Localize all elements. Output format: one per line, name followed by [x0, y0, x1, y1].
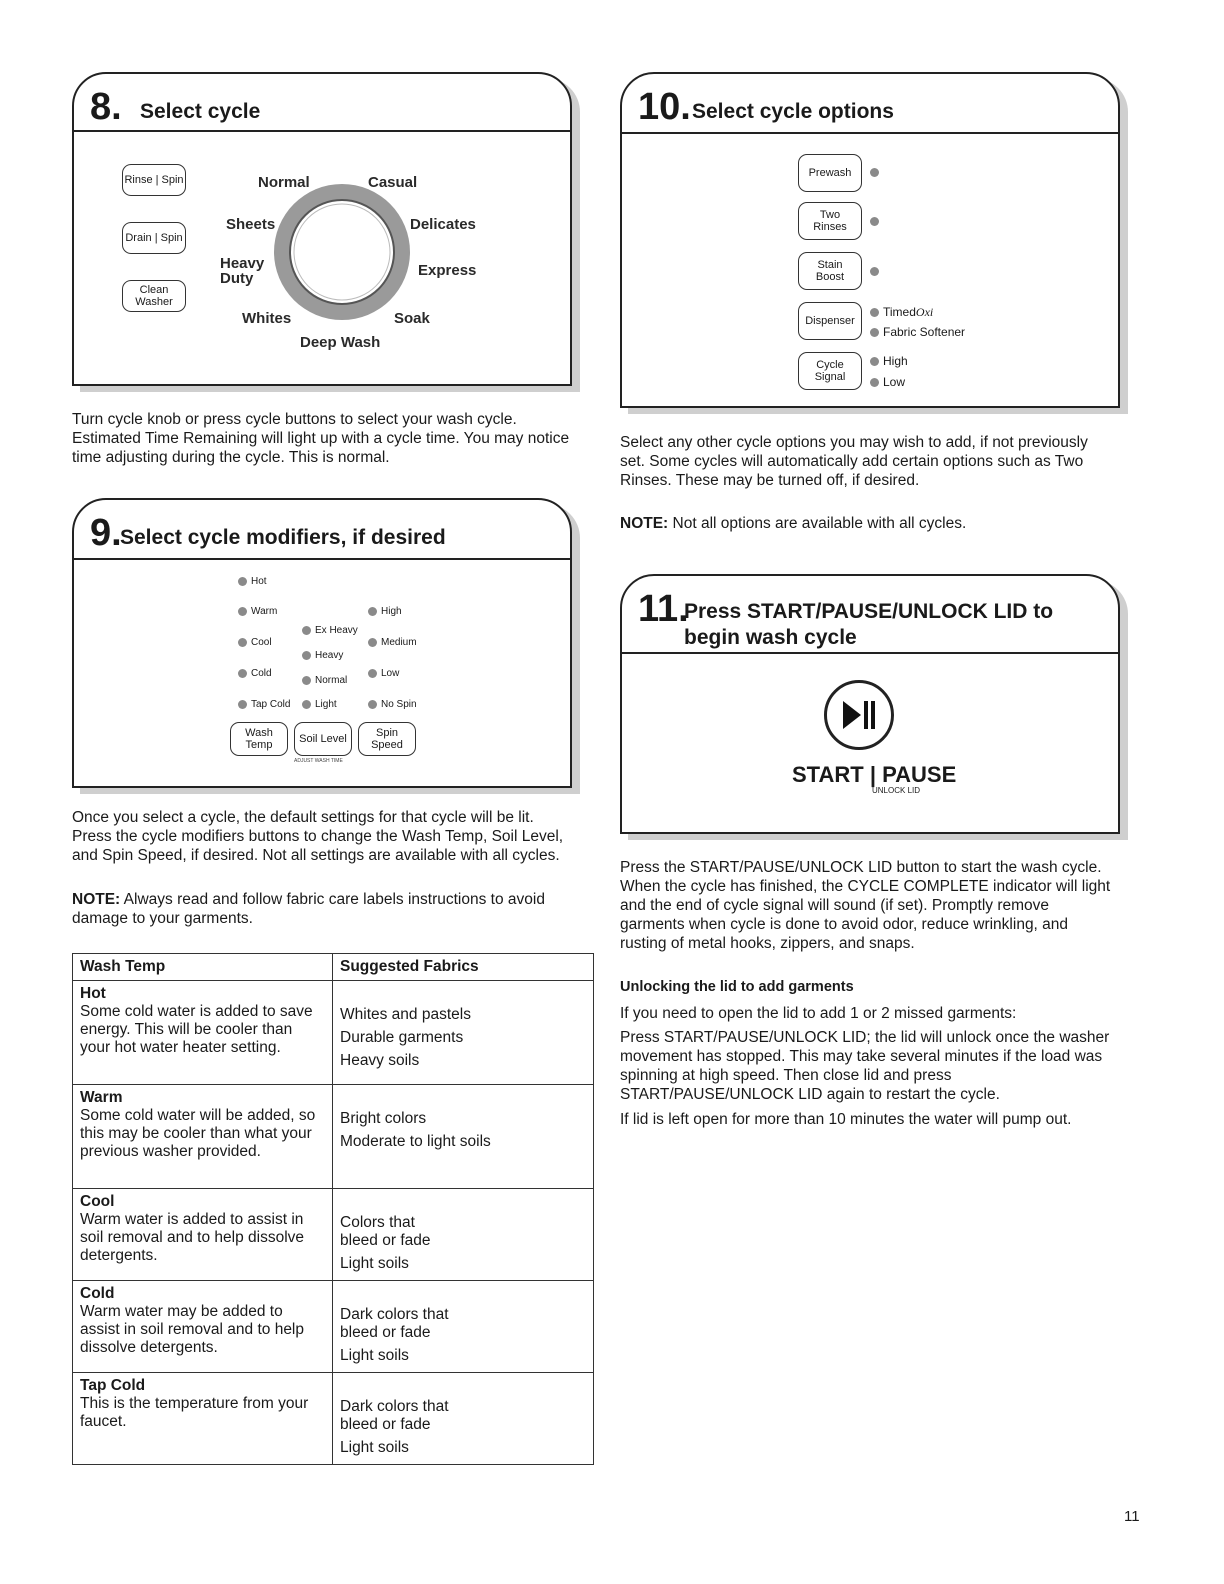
cycle-normal-label: Normal — [258, 174, 310, 191]
table-row: Hot Some cold water is added to save energy. This will be cooler than your hot water heater setting. Whites and pastels Durable garments Heavy soils — [73, 981, 594, 1085]
rinse-spin-button[interactable]: Rinse | Spin — [122, 164, 186, 196]
table-row: Tap Cold This is the temperature from your faucet. Dark colors that bleed or fade Light soils — [73, 1373, 594, 1465]
cycle-deep-wash-label: Deep Wash — [300, 334, 381, 351]
unlock-para3: If lid is left open for more than 10 minutes the water will pump out. — [620, 1111, 1072, 1128]
stain-boost-indicator — [870, 267, 879, 276]
cycle-whites-label: Whites — [242, 310, 292, 327]
spin-high-indicator: High — [368, 606, 402, 617]
table-row: Cold Warm water may be added to assist in soil removal and to help dissolve detergents. Dark colors that bleed or fade Light soils — [73, 1281, 594, 1373]
signal-high-indicator: High — [870, 354, 908, 368]
step11-panel — [620, 574, 1120, 834]
wash-temp-button[interactable]: Wash Temp — [230, 722, 288, 756]
step10-note: NOTE: Not all options are available with all cycles. — [620, 515, 967, 532]
step9-note: NOTE: Always read and follow fabric care labels instructions to avoid damage to your garments. — [72, 891, 545, 927]
unlock-para2: Press START/PAUSE/UNLOCK LID; the lid will unlock once the washer movement has stopped. This may take several minutes if the load was spinning at high speed. Then close lid and press START/PAUSE/UNLOCK LID again to restart the cycle. — [620, 1029, 1110, 1103]
soil-normal-indicator: Normal — [302, 675, 347, 686]
cycle-signal-button[interactable]: Cycle Signal — [798, 352, 862, 390]
step9-header — [74, 500, 570, 560]
table-header-row — [73, 954, 594, 981]
step8-header — [74, 74, 570, 132]
step8-number: 8. — [90, 86, 122, 128]
step10-number: 10. — [638, 86, 691, 128]
step10-description: Select any other cycle options you may wish to add, if not previously set. Some cycles will automatically add certain options such as Two Rinses. These may be turned off, if desired. — [620, 434, 1088, 489]
cycle-sheets-label: Sheets — [226, 216, 276, 233]
soil-level-button[interactable]: Soil Level — [294, 722, 352, 756]
step10-header — [622, 74, 1118, 134]
cycle-delicates-label: Delicates — [410, 216, 476, 233]
soil-ex-heavy-indicator: Ex Heavy — [302, 625, 358, 636]
soil-heavy-indicator: Heavy — [302, 650, 343, 661]
fabric-softener-indicator: Fabric Softener — [870, 325, 965, 339]
temp-tap-cold-indicator: Tap Cold — [238, 699, 290, 710]
step11-description: Press the START/PAUSE/UNLOCK LID button to start the wash cycle. When the cycle has finished, the CYCLE COMPLETE indicator will light and the end of cycle signal will sound (if set). Promptly remove garments when cycle is done to avoid odor, reduce wrinkling, and rusting of metal hooks, zippers, and snaps. — [620, 859, 1111, 952]
start-pause-button[interactable] — [824, 680, 894, 750]
unlock-lid-heading: Unlocking the lid to add garments — [620, 979, 854, 995]
drain-spin-button[interactable]: Drain | Spin — [122, 222, 186, 254]
table-row: Warm Some cold water will be added, so this may be cooler than what your previous washer provided. Bright colors Moderate to light soils — [73, 1085, 594, 1189]
adjust-wash-time-label: ADJUST WASH TIME — [294, 758, 343, 764]
unlock-para1: If you need to open the lid to add 1 or 2 missed garments: — [620, 1005, 1017, 1022]
dispenser-button[interactable]: Dispenser — [798, 302, 862, 340]
cycle-dial[interactable] — [272, 182, 412, 322]
step10-panel — [620, 72, 1120, 408]
temp-warm-indicator: Warm — [238, 606, 277, 617]
table-header-wash-temp: Wash Temp — [73, 954, 333, 981]
cycle-soak-label: Soak — [394, 310, 430, 327]
step11-title-line1: Press START/PAUSE/UNLOCK LID to — [684, 600, 1054, 623]
timed-oxi-indicator: TimedOxi — [870, 305, 933, 320]
step11-title-line2: begin wash cycle — [684, 626, 857, 649]
start-pause-label: START | PAUSE — [792, 762, 957, 787]
step9-description: Once you select a cycle, the default settings for that cycle will be lit. Press the cycle modifiers buttons to change the Wash Temp, Soil Level, and Spin Speed, if desired. Not all settings are available with all cycles. — [72, 809, 564, 864]
signal-low-indicator: Low — [870, 375, 905, 389]
prewash-button[interactable]: Prewash — [798, 154, 862, 192]
stain-boost-button[interactable]: Stain Boost — [798, 252, 862, 290]
two-rinses-indicator — [870, 217, 879, 226]
step9-number: 9. — [90, 512, 122, 554]
page-number: 11 — [1124, 1508, 1140, 1525]
table-row: Cool Warm water is added to assist in soil removal and to help dissolve detergents. Colors that bleed or fade Light soils — [73, 1189, 594, 1281]
spin-speed-button[interactable]: Spin Speed — [358, 722, 416, 756]
step8-title: Select cycle — [140, 100, 261, 123]
cycle-casual-label: Casual — [368, 174, 418, 191]
spin-low-indicator: Low — [368, 668, 399, 679]
temp-cold-indicator: Cold — [238, 668, 272, 679]
temp-cool-indicator: Cool — [238, 637, 272, 648]
prewash-indicator — [870, 168, 879, 177]
table-header-suggested-fabrics: Suggested Fabrics — [333, 954, 594, 981]
clean-washer-button[interactable]: Clean Washer — [122, 280, 186, 312]
soil-light-indicator: Light — [302, 699, 337, 710]
step8-description: Turn cycle knob or press cycle buttons to select your wash cycle. Estimated Time Remaining will light up with a cycle time. You may notice time adjusting during the cycle. This is normal. — [72, 411, 570, 466]
step10-title: Select cycle options — [692, 100, 894, 123]
step9-title: Select cycle modifiers, if desired — [120, 526, 446, 549]
cycle-express-label: Express — [418, 262, 477, 279]
wash-temp-table — [72, 953, 594, 1465]
step11-number: 11. — [638, 588, 689, 630]
two-rinses-button[interactable]: Two Rinses — [798, 202, 862, 240]
spin-medium-indicator: Medium — [368, 637, 417, 648]
step8-panel — [72, 72, 572, 386]
step11-header — [622, 576, 1118, 654]
play-pause-icon — [839, 698, 879, 732]
temp-hot-indicator: Hot — [238, 576, 267, 587]
unlock-lid-label: UNLOCK LID — [872, 786, 921, 795]
cycle-heavy-duty-label: Heavy Duty — [220, 255, 265, 287]
spin-no-spin-indicator: No Spin — [368, 699, 417, 710]
step9-panel — [72, 498, 572, 788]
